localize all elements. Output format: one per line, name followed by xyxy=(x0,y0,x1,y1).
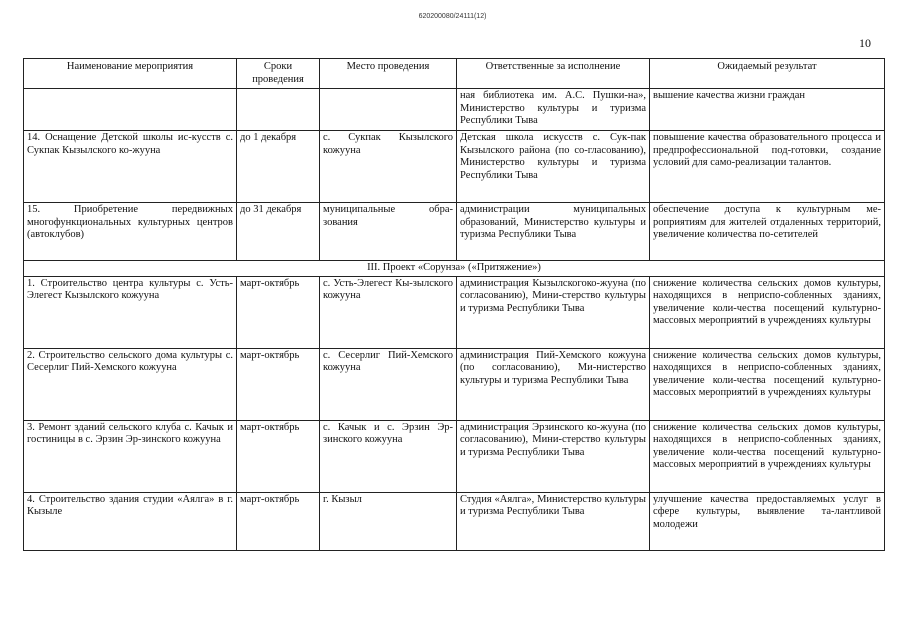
cell-result: снижение количества сельских домов культуры, находящихся в неприспо-собленных зданиях, увеличение коли-чества посещений культурно-массовых мероприятий в учреждениях культуры xyxy=(650,420,885,492)
cell-name: 14. Оснащение Детской школы ис-кусств с. Сукпак Кызылского ко-жууна xyxy=(24,131,237,203)
column-header-place: Место проведения xyxy=(320,59,457,89)
table-row xyxy=(24,203,885,261)
document-id: 620200080/24111(12) xyxy=(418,13,487,20)
table-row xyxy=(24,89,885,131)
table-header-row xyxy=(24,59,885,89)
column-header-responsible: Ответственные за исполнение xyxy=(457,59,650,89)
cell-place: с. Сесерлиг Пий-Хемского кожууна xyxy=(320,348,457,420)
events-table xyxy=(23,58,885,551)
cell-responsible: администрация Пий-Хемского кожууна (по согласованию), Ми-нистерство культуры и туризма Республики Тыва xyxy=(457,348,650,420)
cell-name: 15. Приобретение передвижных многофункциональных культурных центров (автоклубов) xyxy=(24,203,237,261)
cell-term xyxy=(237,89,320,131)
cell-responsible: администрации муниципальных образований, Министерство культуры и туризма Республики Тыва xyxy=(457,203,650,261)
cell-name: 4. Строительство здания студии «Аялга» в г. Кызыле xyxy=(24,492,237,550)
cell-place: с. Качык и с. Эрзин Эр-зинского кожууна xyxy=(320,420,457,492)
column-header-result: Ожидаемый результат xyxy=(650,59,885,89)
cell-result: улучшение качества предоставляемых услуг в сфере культуры, выявление та-лантливой молодежи xyxy=(650,492,885,550)
cell-responsible: администрация Эрзинского ко-жууна (по согласованию), Мини-стерство культуры и туризма Республики Тыва xyxy=(457,420,650,492)
section-row xyxy=(24,261,885,277)
cell-place: с. Усть-Элегест Кы-зылского кожууна xyxy=(320,276,457,348)
table-row xyxy=(24,492,885,550)
cell-place: с. Сукпак Кызылского кожууна xyxy=(320,131,457,203)
cell-name: 1. Строительство центра культуры с. Усть-Элегест Кызылского кожууна xyxy=(24,276,237,348)
cell-result: снижение количества сельских домов культуры, находящихся в неприспо-собленных зданиях, увеличение коли-чества посещений культурно-массовых мероприятий в учреждениях культуры xyxy=(650,348,885,420)
cell-result: повышение качества образовательного процесса и предпрофессиональной под-готовки, создание условий для само-реализации талантов. xyxy=(650,131,885,203)
cell-name: 3. Ремонт зданий сельского клуба с. Качык и гостиницы в с. Эрзин Эр-зинского кожууна xyxy=(24,420,237,492)
table-row xyxy=(24,276,885,348)
cell-result: снижение количества сельских домов культуры, находящихся в неприспо-собленных зданиях, увеличение коли-чества посещений культурно-массовых мероприятий в учреждениях культуры xyxy=(650,276,885,348)
section-title: III. Проект «Сорунза» («Притяжение») xyxy=(24,261,885,277)
column-header-name: Наименование мероприятия xyxy=(24,59,237,89)
page-number: 10 xyxy=(859,36,871,50)
cell-responsible: Студия «Аялга», Министерство культуры и туризма Республики Тыва xyxy=(457,492,650,550)
table-row xyxy=(24,420,885,492)
cell-responsible: Детская школа искусств с. Сук-пак Кызылского района (по со-гласованию), Министерство культуры и туризма Республики Тыва xyxy=(457,131,650,203)
cell-term: до 31 декабря xyxy=(237,203,320,261)
cell-term: март-октябрь xyxy=(237,420,320,492)
cell-name xyxy=(24,89,237,131)
cell-term: до 1 декабря xyxy=(237,131,320,203)
cell-term: март-октябрь xyxy=(237,492,320,550)
cell-name: 2. Строительство сельского дома культуры с. Сесерлиг Пий-Хемского кожууна xyxy=(24,348,237,420)
cell-term: март-октябрь xyxy=(237,276,320,348)
cell-result: обеспечение доступа к культурным ме-роприятиям для жителей отдаленных территорий, увеличение количества по-сетителей xyxy=(650,203,885,261)
table-row xyxy=(24,348,885,420)
cell-place: г. Кызыл xyxy=(320,492,457,550)
cell-responsible: администрация Кызылскогоко-жууна (по согласованию), Мини-стерство культуры и туризма Республики Тыва xyxy=(457,276,650,348)
cell-term: март-октябрь xyxy=(237,348,320,420)
cell-responsible: ная библиотека им. А.С. Пушки-на», Министерство культуры и туризма Республики Тыва xyxy=(457,89,650,131)
column-header-term: Сроки проведения xyxy=(237,59,320,89)
cell-place: муниципальные обра-зования xyxy=(320,203,457,261)
table-row xyxy=(24,131,885,203)
cell-place xyxy=(320,89,457,131)
cell-result: вышение качества жизни граждан xyxy=(650,89,885,131)
